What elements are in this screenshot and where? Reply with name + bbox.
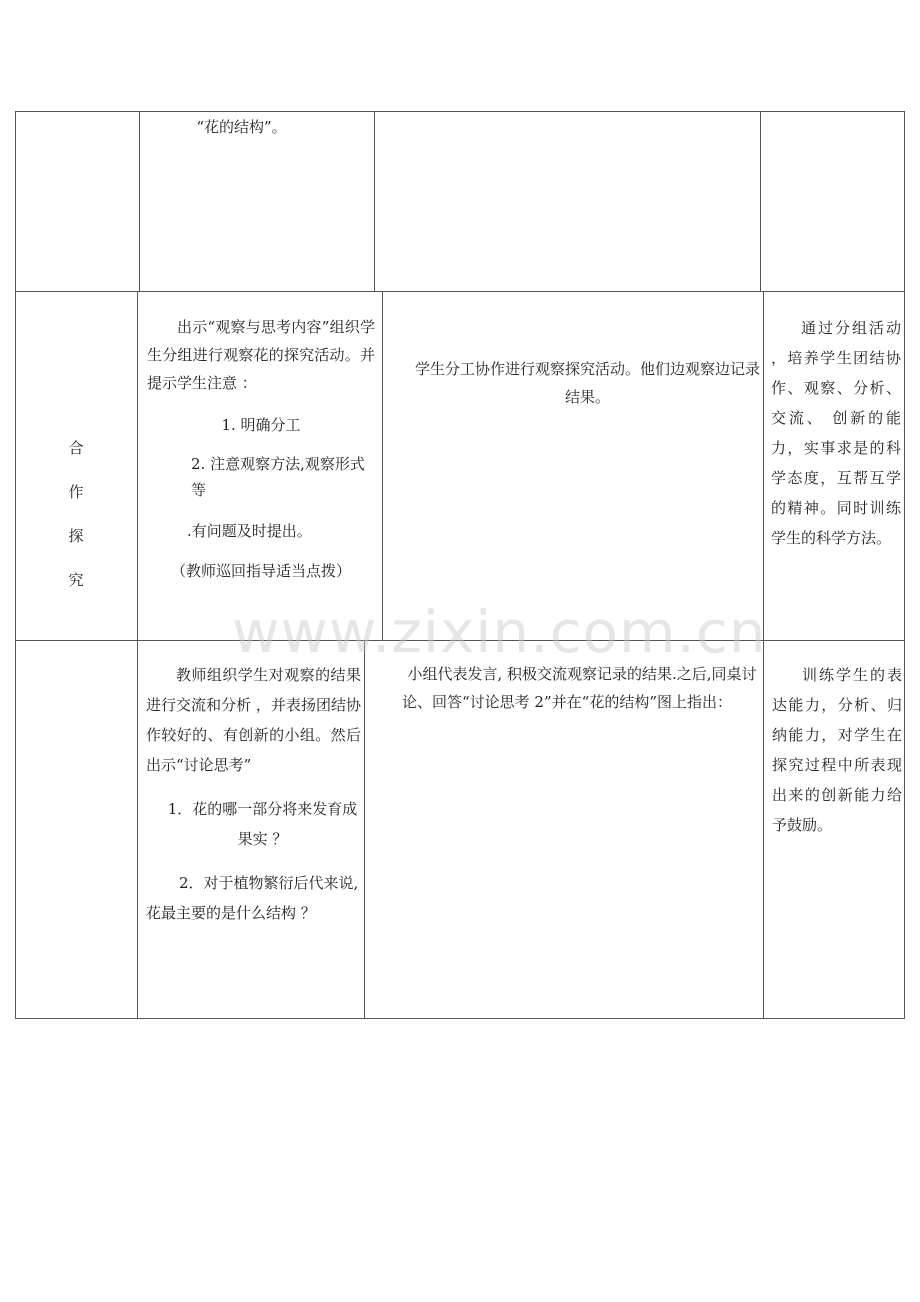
row2-purpose-text: 通过分组活动 ，培养学生团结协作、观察、分析、交流、 创新的能力，实事求是的科学态度，互帮互学的精神。同时训练学生的科学方法。 [771,319,901,547]
row2-divider-2 [382,291,383,641]
row2-stage-cell [15,291,137,641]
stage-char-3: 探 [68,527,84,545]
row3-teacher-cell [146,660,361,928]
row1-student-cell [374,111,760,292]
row1-purpose-cell [760,111,905,292]
row1-teacher-text: “花的结构”。 [196,118,287,136]
row1-teacher-cell [139,113,374,141]
row2-divider-1 [137,291,138,641]
row2-teacher-item-2: 2. 注意观察方法,观察形式等 [191,455,365,499]
table-row-2 [15,291,905,641]
row2-divider-3 [763,291,764,641]
row3-question-2: 2．对于植物繁衍后代来说,花最主要的是什么结构 ？ [146,874,359,922]
table-row-3 [15,640,905,1019]
row3-teacher-intro: 教师组织学生对观察的结果进行交流和分析 ，并表扬团结协作较好的、有创新的小组。然后出示“讨论思考” [146,666,361,774]
row2-teacher-cell [147,313,375,585]
row3-purpose-text: 训练学生的表达能力，分析、归纳能力，对学生在探究过程中所表现出来的创新能力给予鼓励。 [772,666,902,834]
row3-purpose-cell [772,660,902,840]
row3-divider-3 [763,640,764,1019]
row3-student-text: 小组代表发言, 积极交流观察记录的结果.之后,同桌讨论、回答“讨论思考 2”并在“花的结构”图上指出： [402,665,757,711]
row2-student-text: 学生分工协作进行观察探究活动。他们边观察边记录结果。 [415,360,761,406]
stage-char-1: 合 [68,439,84,457]
row2-teacher-item-3: .有问题及时提出。 [187,522,312,540]
watermark-text: www.zixin.com.cn [232,598,767,666]
row2-purpose-cell [771,313,901,553]
stage-char-2: 作 [68,483,84,501]
stage-char-4: 究 [68,571,84,589]
row2-teacher-note: （教师巡回指导适当点拨） [170,562,351,580]
row2-student-cell [415,355,760,411]
table-row-1 [15,111,905,292]
row1-stage-cell [15,111,139,292]
row3-divider-2 [364,640,365,1019]
row3-divider-1 [137,640,138,1019]
row3-student-cell [374,660,760,716]
row2-teacher-instructions: 出示“观察与思考内容”组织学生分组进行观察花的探究活动。并提示学生注意 ： [147,318,375,392]
row3-question-1: 1．花的哪一部分将来发育成 果实 ？ [167,800,358,848]
row2-teacher-item-1: 1. 明确分工 [221,416,301,434]
row3-stage-cell [15,640,137,1019]
